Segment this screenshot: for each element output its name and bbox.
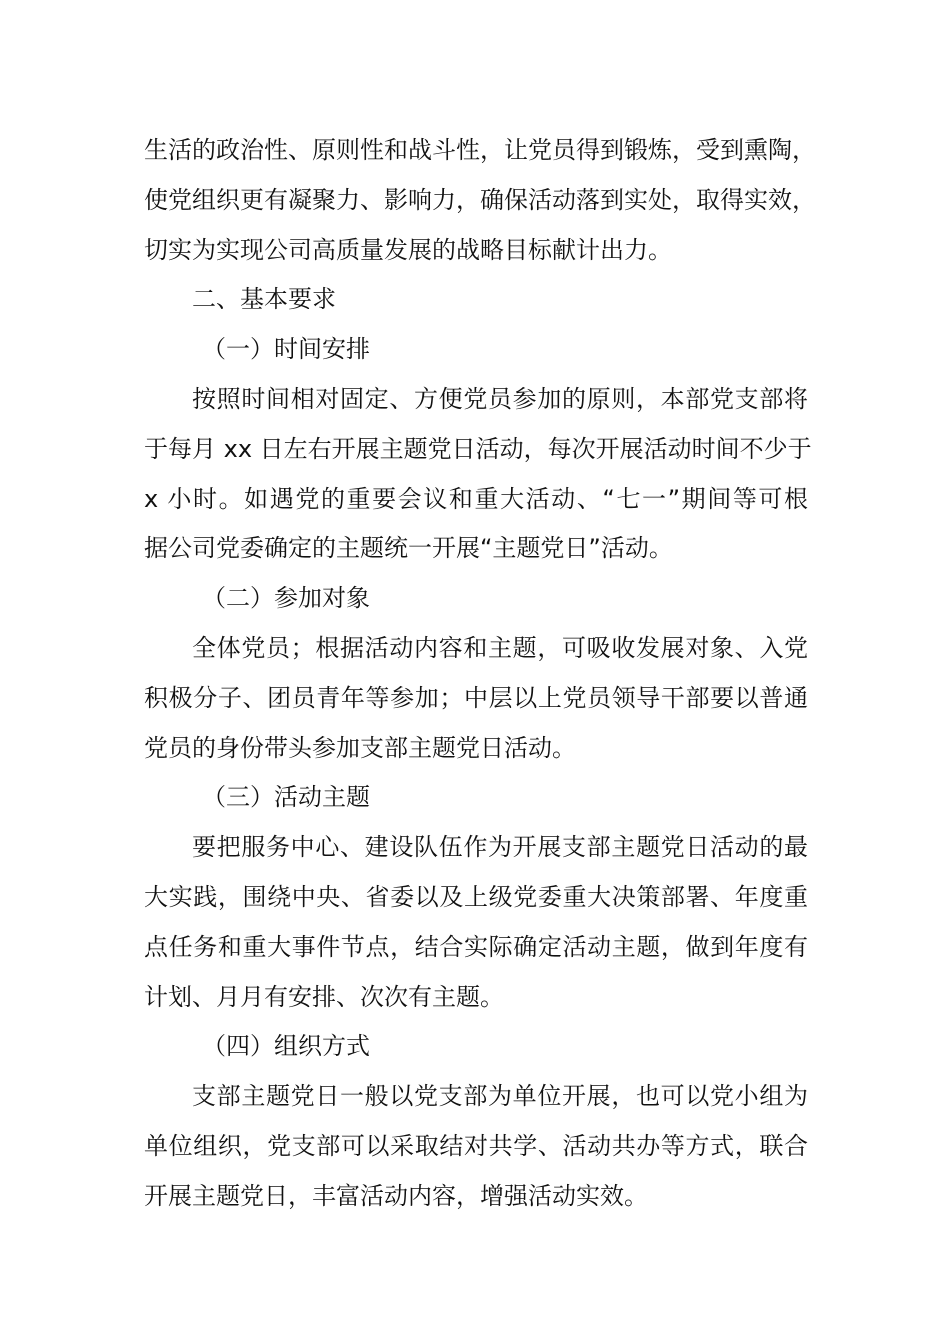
body-line: 要把服务中心、建设队伍作为开展支部主题党日活动的最: [192, 833, 808, 862]
body-line: 支部主题党日一般以党支部为单位开展，也可以党小组为: [192, 1082, 808, 1111]
document-body: [144, 126, 816, 1222]
section-heading: 二、基本要求: [192, 285, 336, 314]
body-line: x 小时。如遇党的重要会议和重大活动、“七一”期间等可根: [144, 484, 808, 513]
body-line: 切实为实现公司高质量发展的战略目标献计出力。: [144, 235, 672, 264]
body-line: 大实践，围绕中央、省委以及上级党委重大决策部署、年度重: [144, 882, 808, 911]
body-line: 据公司党委确定的主题统一开展“主题党日”活动。: [144, 534, 673, 563]
body-line: 全体党员；根据活动内容和主题，可吸收发展对象、入党: [192, 633, 808, 662]
subsection-heading: （四）组织方式: [202, 1032, 370, 1061]
body-line: 于每月 xx 日左右开展主题党日活动，每次开展活动时间不少于: [144, 434, 812, 463]
subsection-heading: （二）参加对象: [202, 584, 370, 613]
body-line: 单位组织，党支部可以采取结对共学、活动共办等方式，联合: [144, 1131, 808, 1160]
body-line: 开展主题党日，丰富活动内容，增强活动实效。: [144, 1181, 648, 1210]
body-line: 党员的身份带头参加支部主题党日活动。: [144, 733, 576, 762]
subsection-heading: （三）活动主题: [202, 783, 370, 812]
body-line: 生活的政治性、原则性和战斗性，让党员得到锻炼，受到熏陶，: [144, 136, 816, 164]
body-line: 积极分子、团员青年等参加；中层以上党员领导干部要以普通: [144, 683, 808, 712]
body-line: 点任务和重大事件节点，结合实际确定活动主题，做到年度有: [144, 932, 808, 961]
body-line: 计划、月月有安排、次次有主题。: [144, 982, 504, 1011]
body-line: 按照时间相对固定、方便党员参加的原则，本部党支部将: [192, 384, 808, 413]
subsection-heading: （一）时间安排: [202, 335, 370, 364]
body-line: 使党组织更有凝聚力、影响力，确保活动落到实处，取得实效，: [144, 185, 816, 214]
